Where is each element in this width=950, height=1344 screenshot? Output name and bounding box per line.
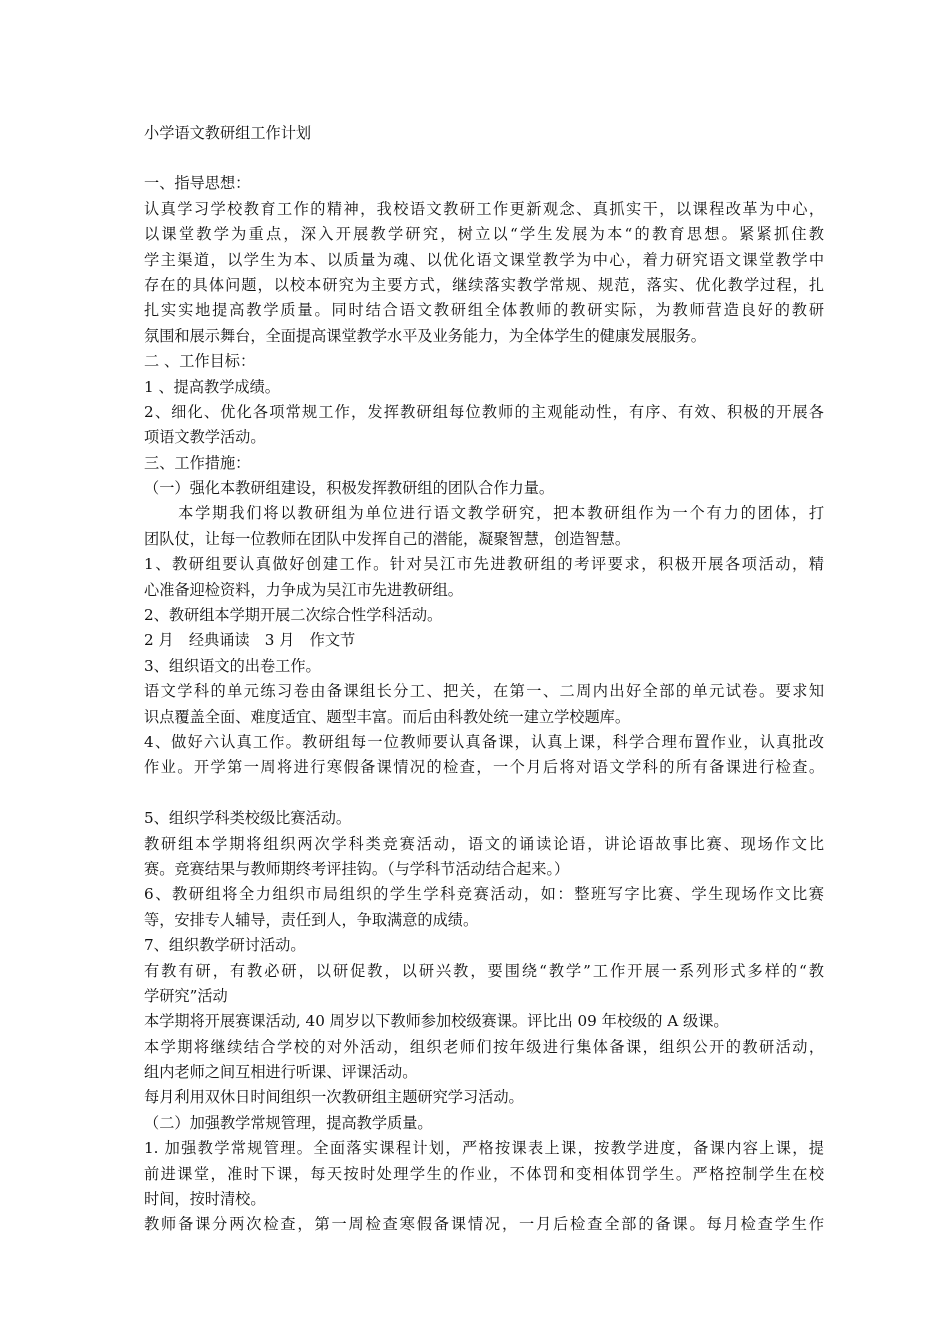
paragraph-line: 组内老师之间互相进行听课、评课活动。 [144,1063,418,1082]
paragraph-line: 赛。竞赛结果与教师期终考评挂钩。（与学科节活动结合起来。） [144,859,570,878]
paragraph-line: 作业。开学第一周将进行寒假备课情况的检查，一个月后将对语文学科的所有备课进行检查。 [144,758,824,777]
paragraph-line: 一、指导思想： [144,174,251,193]
paragraph-line: 4、做好六认真工作。教研组每一位教师要认真备课，认真上课，科学合理布置作业，认真批改 [144,732,824,751]
paragraph-line: 1 、提高教学成绩。 [144,377,280,396]
paragraph-line: 教研组本学期将组织两次学科类竞赛活动，语文的诵读论语，讲论语故事比赛、现场作文比 [144,834,824,853]
paragraph-line: 有教有研，有教必研，以研促教，以研兴教，要围绕“教学”工作开展一系列形式多样的“教 [144,961,824,980]
paragraph-line: 识点覆盖全面、难度适宜、题型丰富。而后由科教处统一建立学校题库。 [144,707,630,726]
paragraph-line: 2 月 经典诵读 3 月 作文节 [144,631,356,650]
paragraph-line: 心准备迎检资料，力争成为吴江市先进教研组。 [144,580,463,599]
paragraph-line: 7、组织教学研讨活动。 [144,936,306,955]
paragraph-line: 3、组织语文的出卷工作。 [144,656,321,675]
paragraph-line: 本学期将开展赛课活动, 40 周岁以下教师参加校级赛课。评比出 09 年校级的 A 级课。 [144,1012,729,1031]
document-page [144,121,824,1238]
paragraph-line: 二 、工作目标： [144,352,256,371]
paragraph-line: 扎实实地提高教学质量。同时结合语文教研组全体教师的教研实际，为教师营造良好的教研 [144,301,824,320]
paragraph-line: 认真学习学校教育工作的精神，我校语文教研工作更新观念、真抓实干，以课程改革为中心， [144,199,824,218]
document-body [144,171,824,1237]
paragraph-line: 2、教研组本学期开展二次综合性学科活动。 [144,606,443,625]
paragraph-line: 存在的具体问题，以校本研究为主要方式，继续落实教学常规、规范，落实、优化教学过程，扎 [144,275,824,294]
paragraph-line: 语文学科的单元练习卷由备课组长分工、把关，在第一、二周内出好全部的单元试卷。要求知 [144,682,824,701]
paragraph-line: 氛围和展示舞台，全面提高课堂教学水平及业务能力，为全体学生的健康发展服务。 [144,326,706,345]
paragraph-line: 时间，按时清校。 [144,1190,266,1209]
paragraph-line: 等，安排专人辅导，责任到人，争取满意的成绩。 [144,910,479,929]
document-title: 小学语文教研组工作计划 [144,124,312,142]
paragraph-line: 每月利用双休日时间组织一次教研组主题研究学习活动。 [144,1088,524,1107]
paragraph-line: 2、细化、优化各项常规工作，发挥教研组每位教师的主观能动性，有序、有效、积极的开展各 [144,402,824,421]
paragraph-line: 5、组织学科类校级比赛活动。 [144,809,352,828]
paragraph-line: 前进课堂，准时下课，每天按时处理学生的作业，不体罚和变相体罚学生。严格控制学生在校 [144,1164,824,1183]
paragraph-line: 三、工作措施： [144,453,251,472]
paragraph-line: 6、教研组将全力组织市局组织的学生学科竞赛活动，如：整班写字比赛、学生现场作文比赛 [144,885,824,904]
paragraph-line: 项语文教学活动。 [144,428,266,447]
paragraph-line: （二）加强教学常规管理，提高教学质量。 [144,1113,433,1132]
paragraph-line: （一）强化本教研组建设，积极发挥教研组的团队合作力量。 [144,479,555,498]
paragraph-line: 团队仗，让每一位教师在团队中发挥自己的潜能，凝聚智慧，创造智慧。 [144,529,630,548]
paragraph-line: 1. 加强教学常规管理。全面落实课程计划，严格按课表上课，按教学进度，备课内容上课，提 [144,1139,824,1158]
blank-line [144,781,824,806]
paragraph-line: 以课堂教学为重点，深入开展教学研究，树立以“学生发展为本“的教育思想。紧紧抓住教 [144,225,824,244]
paragraph-line: 1、教研组要认真做好创建工作。针对吴江市先进教研组的考评要求，积极开展各项活动，精 [144,555,824,574]
paragraph-line: 本学期我们将以教研组为单位进行语文教学研究，把本教研组作为一个有力的团体，打 [144,504,824,523]
paragraph-line: 学主渠道，以学生为本、以质量为魂、以优化语文课堂教学为中心，着力研究语文课堂教学中 [144,250,824,269]
paragraph-line: 本学期将继续结合学校的对外活动，组织老师们按年级进行集体备课，组织公开的教研活动， [144,1037,824,1056]
paragraph-line: 教师备课分两次检查，第一周检查寒假备课情况，一月后检查全部的备课。每月检查学生作 [144,1215,824,1234]
paragraph-line: 学研究”活动 [144,986,228,1005]
